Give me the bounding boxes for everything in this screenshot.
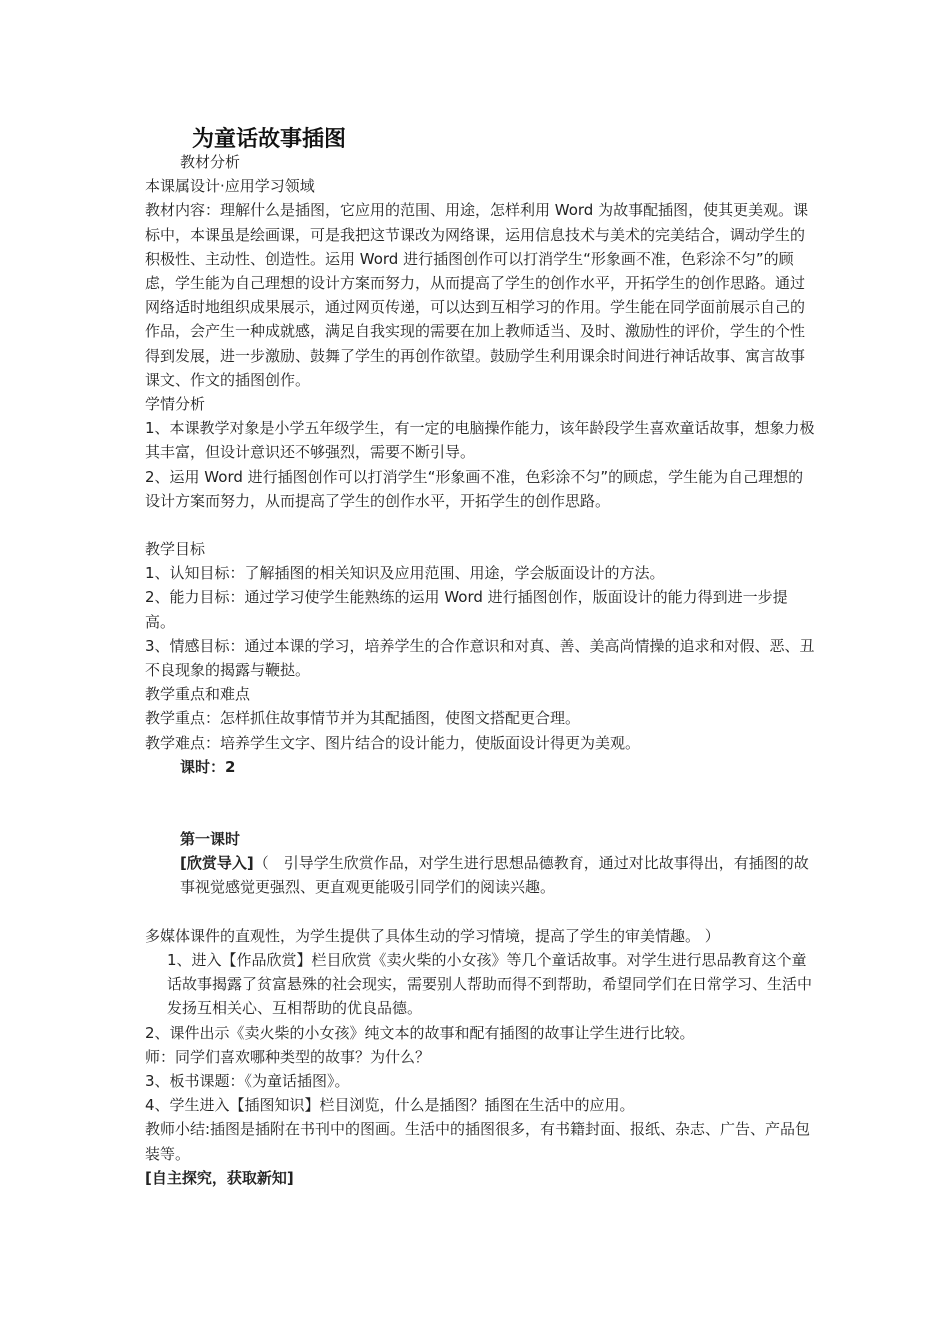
heading-learner-analysis: 学情分析 [145,395,206,414]
paragraph-text: （ 引导学生欣赏作品，对学生进行思想品德教育，通过对比故事得出，有插图的故事视觉感觉更强烈、更直观更能吸引同学们的阅读兴趣。 [180,854,809,897]
heading-teaching-goals: 教学目标 [145,540,206,559]
heading-key-points: 教学重点和难点 [145,685,251,704]
paragraph: 本课属设计·应用学习领域 [145,177,315,196]
section-label: [欣赏导入] [180,854,254,873]
paragraph: 多媒体课件的直观性，为学生提供了具体生动的学习情境，提高了学生的审美情趣。 ） [145,926,720,945]
paragraph: 4、学生进入【插图知识】栏目浏览，什么是插图？插图在生活中的应用。 [145,1096,635,1115]
section-label-explore: [自主探究，获取新知] [145,1168,294,1187]
paragraph: 2、运用 Word 进行插图创作可以打消学生“形象画不准，色彩涂不匀”的顾虑，学生能为自己理想的设计方案而努力，从而提高了学生的创作水平，开拓学生的创作思路。 [145,467,804,510]
paragraph: 2、能力目标：通过学习使学生能熟练的运用 Word 进行插图创作，版面设计的能力得到进一步提高。 [145,588,788,631]
spacer [145,900,817,924]
class-hours: 课时：2 [180,757,236,776]
paragraph: 2、课件出示《卖火柴的小女孩》纯文本的故事和配有插图的故事让学生进行比较。 [145,1023,695,1042]
paragraph: 教师小结:插图是插附在书刊中的图画。生活中的插图很多，有书籍封面、报纸、杂志、广告、产品包装等。 [145,1120,811,1163]
paragraph: 1、本课教学对象是小学五年级学生，有一定的电脑操作能力，该年龄段学生喜欢童话故事，想象力极其丰富，但设计意识还不够强烈，需要不断引导。 [145,419,815,462]
paragraph: 教学重点：怎样抓住故事情节并为其配插图，使图文搭配更合理。 [145,709,581,728]
paragraph: 1、认知目标：了解插图的相关知识及应用范围、用途，学会版面设计的方法。 [145,564,665,583]
heading-first-lesson: 第一课时 [180,830,241,849]
spacer [145,779,817,827]
paragraph: 教学难点：培养学生文字、图片结合的设计能力，使版面设计得更为美观。 [145,733,641,752]
paragraph: 3、板书课题：《为童话插图》。 [145,1071,350,1090]
paragraph: 师：同学们喜欢哪种类型的故事？为什么？ [145,1047,431,1066]
spacer [145,513,817,537]
paragraph-appreciation-intro [145,851,817,899]
paragraph: 3、情感目标：通过本课的学习，培养学生的合作意识和对真、善、美高尚情操的追求和对假、恶、丑不良现象的揭露与鞭挞。 [145,636,815,680]
document-title: 为童话故事插图 [192,127,347,152]
paragraph: 1、进入【作品欣赏】栏目欣赏《卖火柴的小女孩》等几个童话故事。对学生进行思品教育这个童话故事揭露了贫富悬殊的社会现实，需要别人帮助而得不到帮助，希望同学们在日常学习、生活中发扬互相关心、互相帮助的优良品德。 [167,950,813,1018]
paragraph: 教材内容：理解什么是插图，它应用的范围、用途，怎样利用 Word 为故事配插图，使其更美观。课标中，本课虽是绘画课，可是我把这节课改为网络课，运用信息技术与美术的完美结合，调动学生的积极性、主动性、创造性。运用 Word 进行插图创作可以打消学生“形象画不准，色彩涂不匀”的顾虑，学生能为自己理想的设计方案而努力，从而提高了学生的创作水平，开拓学生的创作思路。通过网络适时地组织成果展示，通过网页传递，可以达到互相学习的作用。学生能在同学面前展示自己的作品，会产生一种成就感，满足自我实现的需要在加上教师适当、及时、激励性的评价，学生的个性得到发展，进一步激励、鼓舞了学生的再创作欲望。鼓励学生利用课余时间进行神话故事、寓言故事课文、作文的插图创作。 [145,201,809,389]
heading-textbook-analysis: 教材分析 [180,153,241,171]
document-body [145,150,817,1190]
